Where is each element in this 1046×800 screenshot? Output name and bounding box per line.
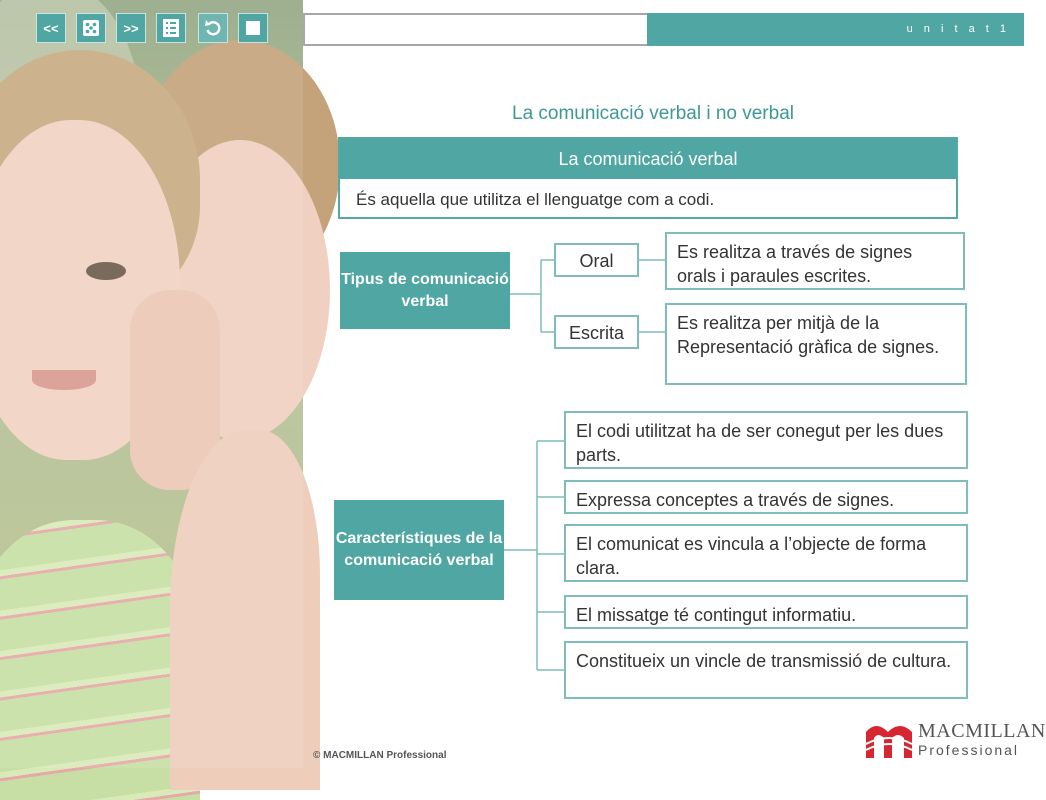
logo-brand: MACMILLAN	[918, 720, 1046, 742]
feature-item: El comunicat es vincula a l’objecte de forma clara.	[564, 524, 968, 582]
copyright-text: © MACMILLAN Professional	[313, 750, 447, 761]
type-oral: Oral	[554, 243, 639, 277]
type-oral-description: Es realitza a través de signes orals i paraules escrites.	[665, 232, 965, 290]
next-button[interactable]: >>	[116, 13, 146, 43]
unit-label: u n i t a t 1	[906, 23, 1010, 35]
feature-item: Expressa conceptes a través de signes.	[564, 480, 968, 514]
logo-sub: Professional	[918, 742, 1020, 758]
previous-button[interactable]: <<	[36, 13, 66, 43]
features-label-box: Característiques de la comunicació verbal	[334, 500, 504, 600]
macmillan-m-icon	[864, 718, 914, 760]
definition-text: És aquella que utilitza el llenguatge com a codi.	[356, 190, 715, 209]
slide-title: La comunicació verbal i no verbal	[512, 103, 794, 124]
type-escrita-description: Es realitza per mitjà de la Representació gràfica de signes.	[665, 303, 967, 385]
feature-item: Constitueix un vincle de transmissió de cultura.	[564, 641, 968, 699]
type-escrita: Escrita	[554, 315, 639, 349]
feature-item: El missatge té contingut informatiu.	[564, 595, 968, 629]
definition-heading: La comunicació verbal	[340, 139, 956, 179]
types-label-box: Tipus de comunicació verbal	[340, 252, 510, 329]
feature-item: El codi utilitzat ha de ser conegut per les dues parts.	[564, 411, 968, 469]
macmillan-logo	[864, 718, 1046, 764]
